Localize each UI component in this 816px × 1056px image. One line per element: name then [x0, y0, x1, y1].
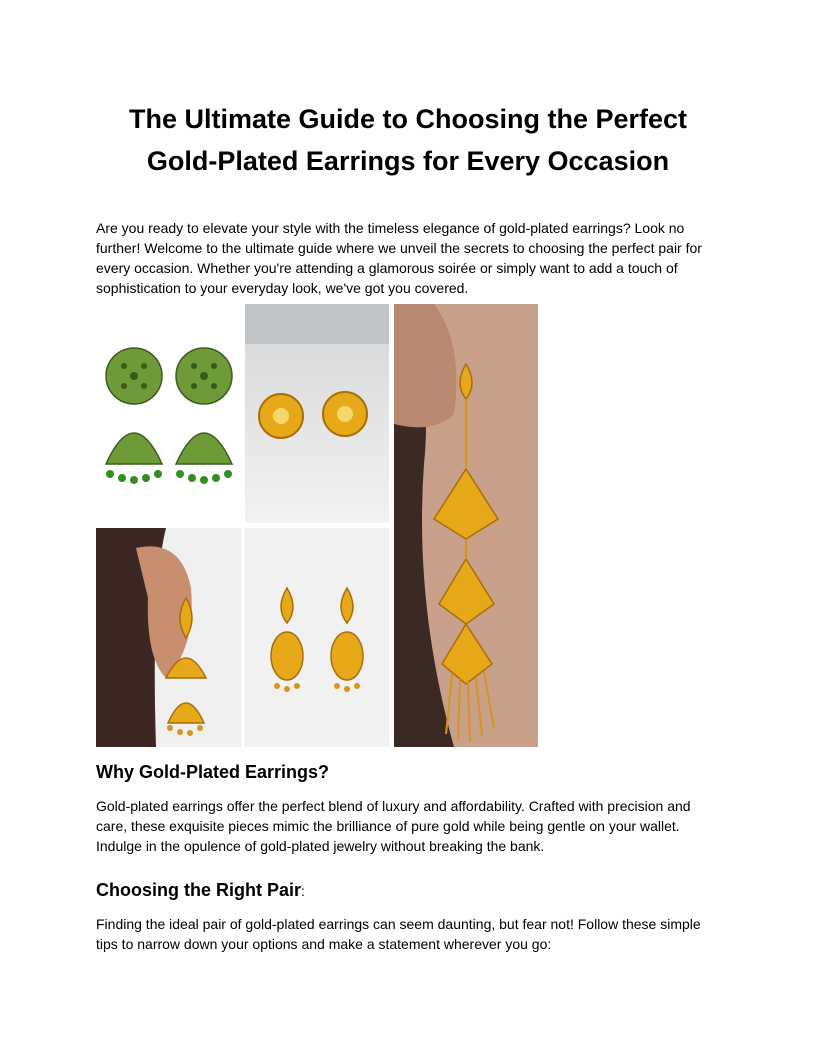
gold-jhumka-on-ear-photo: [96, 528, 241, 747]
intro-paragraph: Are you ready to elevate your style with the timeless elegance of gold-plated earrings? Look no further! Welcome to the ultimate guide where we unveil the secrets to choosing the perfect pair for every occasion. Whether you're attending a glamorous soirée or simply want to add a touch of sophistication to your everyday look, we've got you covered.: [96, 220, 702, 296]
section-body-choosing: Finding the ideal pair of gold-plated earrings can seem daunting, but fear not! Follow these simple tips to narrow down your options and make a statement wherever you go:: [96, 916, 701, 952]
title-line-1: The Ultimate Guide to Choosing the Perfect: [128, 104, 688, 134]
section-body-why: Gold-plated earrings offer the perfect blend of luxury and affordability. Crafted with precision and care, these exquisite pieces mimic the brilliance of pure gold while being gentle on your wallet. Indulge in the opulence of gold-plated jewelry without breaking the bank.: [96, 798, 691, 854]
long-gold-chandelier-earring-on-ear-photo: [394, 304, 538, 747]
title-line-2: Gold-Plated Earrings for Every Occasion: [146, 146, 670, 176]
section-heading-why: Why Gold-Plated Earrings?: [96, 762, 330, 782]
section-heading-choosing-suffix: :: [301, 883, 305, 899]
gold-drop-earrings-photo: [245, 528, 389, 747]
section-heading-choosing: [96, 878, 305, 903]
section-heading-choosing-text: Choosing the Right Pair: [96, 880, 301, 900]
green-jhumka-earrings-photo: [96, 304, 241, 523]
gold-stud-earrings-photo: [245, 304, 389, 523]
page-title: [60, 98, 756, 182]
